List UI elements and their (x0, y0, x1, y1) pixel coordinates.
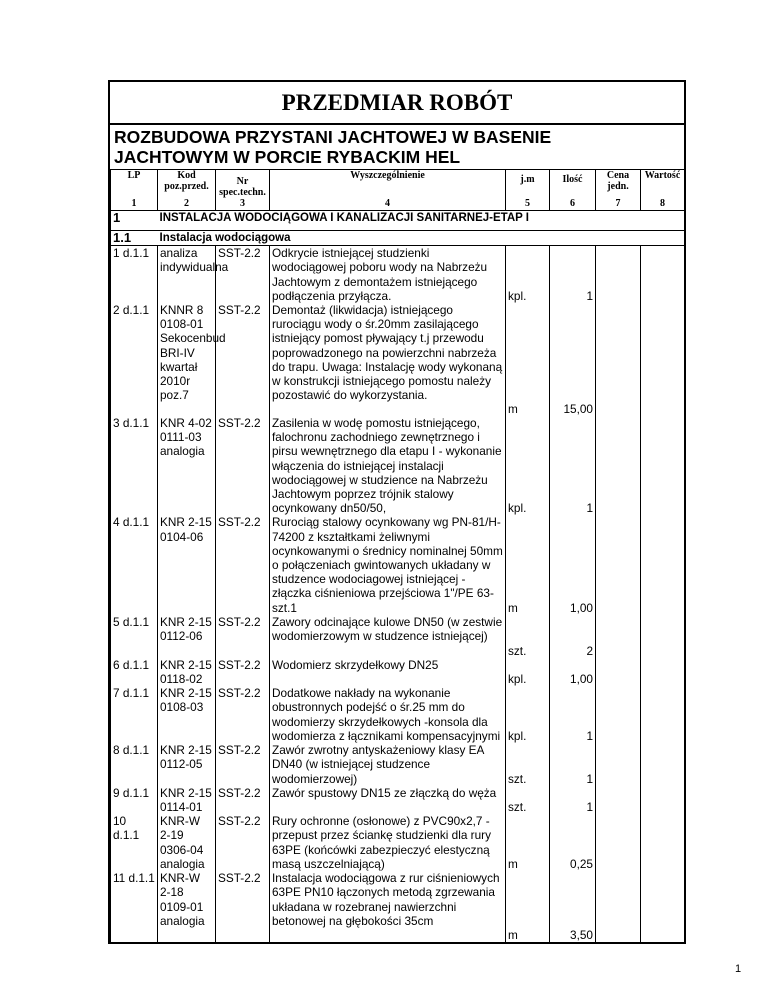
row-wartosc (641, 743, 685, 786)
header-nr: Nr spec.techn. (216, 170, 270, 198)
row-cena (596, 658, 641, 686)
row-kod: KNR-W 2-18 0109-01 analogia (158, 871, 216, 942)
project-title (110, 125, 684, 170)
row-ilosc: 1,00 (550, 515, 596, 614)
row-cena (596, 871, 641, 942)
row-jm: m (506, 871, 550, 942)
project-title-line-1: ROZBUDOWA PRZYSTANI JACHTOWEJ W BASENIE (114, 127, 552, 147)
header-wartosc: Wartość (641, 170, 685, 198)
header-number-row (111, 198, 685, 211)
row-opis: Zawory odcinające kulowe DN50 (w zestwie wodomierzowym w studzence istniejącej) (270, 615, 506, 658)
table-row (111, 786, 685, 814)
row-ilosc: 1 (550, 246, 596, 303)
row-lp: 1 d.1.1 (111, 246, 158, 303)
section-row (111, 211, 685, 231)
header-number: 6 (550, 198, 596, 211)
page-number: 1 (735, 963, 742, 975)
row-wartosc (641, 303, 685, 416)
row-nr: SST-2.2 (216, 658, 270, 686)
estimate-rows (111, 246, 685, 943)
page-title: PRZEDMIAR ROBÓT (281, 89, 513, 115)
header-number: 7 (596, 198, 641, 211)
row-wartosc (641, 786, 685, 814)
row-cena (596, 416, 641, 515)
table-row (111, 814, 685, 871)
row-opis: Zasilenia w wodę pomostu istniejącego, falochronu zachodniego zewnętrznego i pirsu wewnętrznego dla etapu I - wykonanie włączenia do istniejącej instalacji wodociągowej w studzience na Nabrzeżu Jachtowym poprzez trójnik stalowy ocynkowany dn50/50, (270, 416, 506, 515)
project-title-line-2: JACHTOWYM W PORCIE RYBACKIM HEL (114, 147, 461, 167)
row-lp: 4 d.1.1 (111, 515, 158, 614)
row-cena (596, 615, 641, 658)
row-lp: 9 d.1.1 (111, 786, 158, 814)
row-nr: SST-2.2 (216, 871, 270, 942)
row-kod: KNR-W 2-19 0306-04 analogia (158, 814, 216, 871)
row-jm: kpl. (506, 658, 550, 686)
row-wartosc (641, 615, 685, 658)
row-lp: 6 d.1.1 (111, 658, 158, 686)
row-ilosc: 3,50 (550, 871, 596, 942)
row-cena (596, 743, 641, 786)
row-opis: Demontaż (likwidacja) istniejącego rurociągu wody o śr.20mm zasilającego istniejący pomost pływający t.j przewodu poprowadzonego na powierzchni nabrzeża do trapu. Uwaga: Instalację wody wykonaną w konstrukcji istniejącego pomostu należy pozostawić do wykorzystania. (270, 303, 506, 416)
row-cena (596, 686, 641, 743)
row-wartosc (641, 871, 685, 942)
table-row (111, 658, 685, 686)
row-opis: Instalacja wodociągowa z rur ciśnieniowych 63PE PN10 łączonych metodą zgrzewania układana w rozebranej nawierzchni betonowej na głębokości 35cm (270, 871, 506, 942)
row-jm: kpl. (506, 246, 550, 303)
row-opis: Dodatkowe nakłady na wykonanie obustronnych podejść o śr.25 mm do wodomierzy skrzydełkowych -konsola dla wodomierza z łącznikami kompensacyjnymi (270, 686, 506, 743)
row-ilosc: 2 (550, 615, 596, 658)
row-opis: Rurociąg stalowy ocynkowany wg PN-81/H-74200 z kształtkami żeliwnymi ocynkowanymi o średnicy nominalnej 50mm o połączeniach gwintowanych układany w studzence wodociagowej istniejącej -złączka ciśnieniowa przejściowa 1"/PE 63-szt.1 (270, 515, 506, 614)
row-opis: Wodomierz skrzydełkowy DN25 (270, 658, 506, 686)
estimate-table (110, 170, 685, 942)
row-kod: KNR 2-15 0112-06 (158, 615, 216, 658)
row-lp: 2 d.1.1 (111, 303, 158, 416)
row-wartosc (641, 658, 685, 686)
row-nr: SST-2.2 (216, 743, 270, 786)
row-cena (596, 303, 641, 416)
header-number: 8 (641, 198, 685, 211)
header-lp: LP (111, 170, 158, 198)
row-kod: KNR 2-15 0104-06 (158, 515, 216, 614)
table-row (111, 515, 685, 614)
table-row (111, 615, 685, 658)
row-ilosc: 1 (550, 786, 596, 814)
row-nr: SST-2.2 (216, 786, 270, 814)
section-title: INSTALACJA WODOCIĄGOWA I KANALIZACJI SANITARNEJ-ETAP I (158, 211, 685, 231)
row-cena (596, 814, 641, 871)
header-kod: Kod poz.przed. (158, 170, 216, 198)
row-kod: KNNR 8 0108-01 Sekocenbud BRI-IV kwartał 2010r poz.7 (158, 303, 216, 416)
row-jm: szt. (506, 743, 550, 786)
row-lp: 7 d.1.1 (111, 686, 158, 743)
row-nr: SST-2.2 (216, 814, 270, 871)
row-kod: KNR 2-15 0108-03 (158, 686, 216, 743)
row-ilosc: 1,00 (550, 658, 596, 686)
header-number: 3 (216, 198, 270, 211)
row-jm: szt. (506, 786, 550, 814)
row-opis: Odkrycie istniejącej studzienki wodociągowej poboru wody na Nabrzeżu Jachtowym z demontażem istniejącego podłączenia przyłącza. (270, 246, 506, 303)
estimate-sheet (108, 80, 686, 944)
table-row (111, 416, 685, 515)
row-nr: SST-2.2 (216, 303, 270, 416)
row-lp: 3 d.1.1 (111, 416, 158, 515)
header-number: 5 (506, 198, 550, 211)
row-nr: SST-2.2 (216, 686, 270, 743)
header-number: 4 (270, 198, 506, 211)
row-ilosc: 1 (550, 416, 596, 515)
row-wartosc (641, 814, 685, 871)
subsection-row (111, 231, 685, 246)
row-jm: kpl. (506, 416, 550, 515)
title-row (110, 82, 684, 125)
row-ilosc: 1 (550, 743, 596, 786)
row-kod: KNR 2-15 0112-05 (158, 743, 216, 786)
row-kod: KNR 2-15 0118-02 (158, 658, 216, 686)
row-nr: SST-2.2 (216, 515, 270, 614)
table-row (111, 871, 685, 942)
row-kod: analiza indywidualna (158, 246, 216, 303)
header-opis: Wyszczególnienie (270, 170, 506, 198)
subsection-number: 1.1 (111, 231, 158, 246)
row-jm: m (506, 814, 550, 871)
table-row (111, 246, 685, 303)
row-lp: 8 d.1.1 (111, 743, 158, 786)
row-ilosc: 15,00 (550, 303, 596, 416)
section-number: 1 (111, 211, 158, 231)
header-number: 1 (111, 198, 158, 211)
row-ilosc: 1 (550, 686, 596, 743)
header-row (111, 170, 685, 198)
row-wartosc (641, 246, 685, 303)
row-kod: KNR 2-15 0114-01 (158, 786, 216, 814)
row-lp: 10 d.1.1 (111, 814, 158, 871)
subsection-title: Instalacja wodociągowa (158, 231, 685, 246)
row-nr: SST-2.2 (216, 416, 270, 515)
row-cena (596, 246, 641, 303)
table-row (111, 743, 685, 786)
row-opis: Rury ochronne (osłonowe) z PVC90x2,7 -przepust przez ściankę studzienki dla rury 63PE (końcówki zabezpieczyć elestyczną masą uszczelniającą) (270, 814, 506, 871)
row-ilosc: 0,25 (550, 814, 596, 871)
row-wartosc (641, 686, 685, 743)
row-lp: 5 d.1.1 (111, 615, 158, 658)
row-jm: m (506, 303, 550, 416)
table-row (111, 303, 685, 416)
row-nr: SST-2.2 (216, 615, 270, 658)
row-wartosc (641, 515, 685, 614)
row-wartosc (641, 416, 685, 515)
table-row (111, 686, 685, 743)
row-jm: kpl. (506, 686, 550, 743)
header-jm: j.m (506, 170, 550, 198)
row-cena (596, 515, 641, 614)
row-cena (596, 786, 641, 814)
row-kod: KNR 4-02 0111-03 analogia (158, 416, 216, 515)
row-jm: m (506, 515, 550, 614)
header-number: 2 (158, 198, 216, 211)
row-nr: SST-2.2 (216, 246, 270, 303)
row-opis: Zawór spustowy DN15 ze złączką do węża (270, 786, 506, 814)
row-opis: Zawór zwrotny antyskażeniowy klasy EA DN40 (w istniejącej studzence wodomierzowej) (270, 743, 506, 786)
header-ilosc: Ilość (550, 170, 596, 198)
row-lp: 11 d.1.1 (111, 871, 158, 942)
row-jm: szt. (506, 615, 550, 658)
header-cena: Cena jedn. (596, 170, 641, 198)
